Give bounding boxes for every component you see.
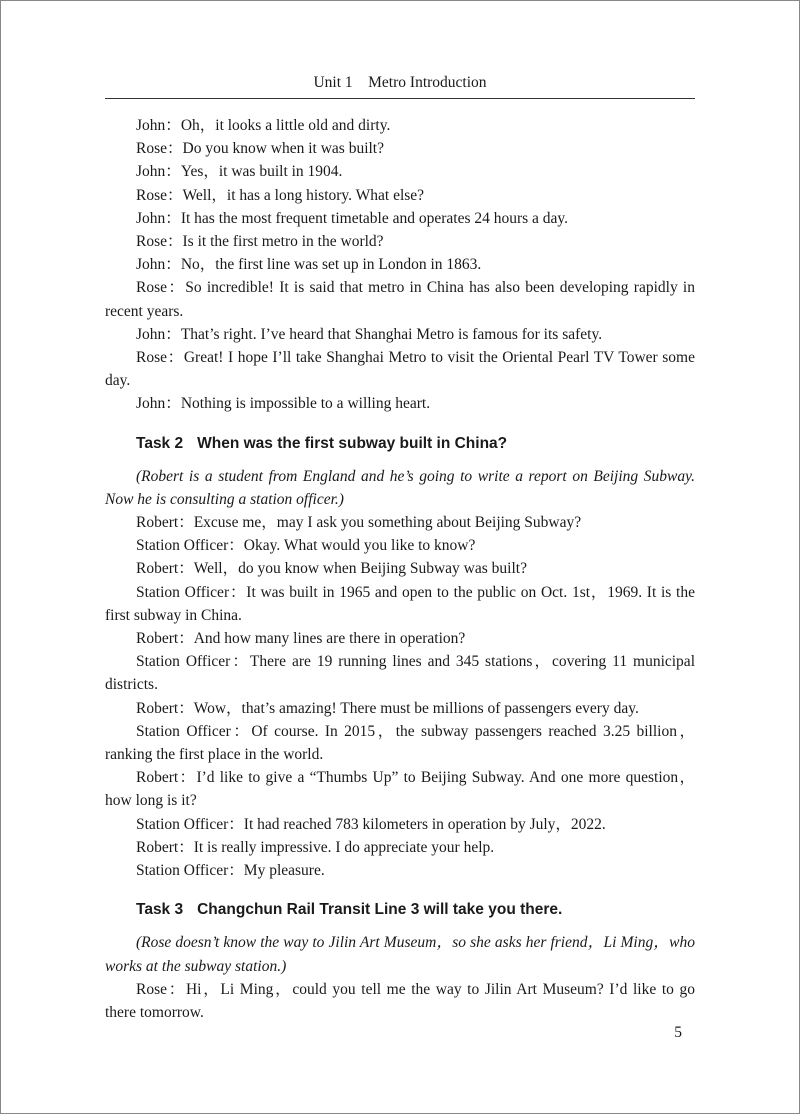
- dialogue-line: [105, 392, 695, 415]
- speaker: Rose ：: [136, 233, 183, 250]
- speaker: Robert ：: [136, 630, 194, 647]
- dialogue-line: [105, 137, 695, 160]
- dialogue-line: [105, 114, 695, 137]
- dialogue-line: [105, 207, 695, 230]
- speaker: Rose ：: [136, 187, 183, 204]
- utterance: And how many lines are there in operation?: [193, 630, 466, 648]
- dialogue-line: [105, 253, 695, 276]
- dialogue-line: [105, 836, 695, 859]
- utterance: Yes，it was built in 1904.: [180, 163, 343, 181]
- speaker: Robert ：: [136, 839, 194, 856]
- speaker: Station Officer ：: [136, 537, 244, 554]
- dialogue-line: [105, 230, 695, 253]
- utterance: Hi，Li Ming，could you tell me the way to Jilin Art Museum? I’d like to go there tomorrow.: [105, 980, 695, 1021]
- speaker: Rose ：: [136, 279, 185, 296]
- utterance: No，the first line was set up in London in 1863.: [180, 256, 482, 274]
- utterance: Okay. What would you like to know?: [243, 537, 476, 555]
- speaker: Rose ：: [136, 981, 186, 998]
- dialogue-line: [105, 346, 695, 392]
- dialogue-line: [105, 978, 695, 1024]
- utterance: I’d like to give a “Thumbs Up” to Beijing Subway. And one more question，how long is it?: [105, 769, 695, 810]
- utterance: Of course. In 2015，the subway passengers reached 3.25 billion，ranking the first place in the world.: [105, 722, 695, 764]
- dialogue-line: [105, 276, 695, 322]
- utterance: Nothing is impossible to a willing heart.: [180, 395, 431, 413]
- task-number: Task 2: [136, 434, 184, 452]
- utterance: Is it the first metro in the world?: [182, 233, 384, 251]
- speaker: John ：: [136, 163, 181, 180]
- speaker: Robert ：: [136, 560, 194, 577]
- dialogue-line: [105, 766, 695, 812]
- header-rule: [105, 98, 695, 99]
- dialogue-line: [105, 627, 695, 650]
- dialogue-line: [105, 859, 695, 882]
- speaker: John ：: [136, 326, 181, 343]
- utterance: Well，it has a long history. What else?: [182, 186, 425, 204]
- utterance: Great! I hope I’ll take Shanghai Metro to visit the Oriental Pearl TV Tower some day.: [105, 349, 695, 390]
- dialogue-line: [105, 184, 695, 207]
- utterance: Wow，that’s amazing! There must be millions of passengers every day.: [193, 699, 639, 717]
- task-3-heading: [136, 898, 695, 921]
- dialogue-line: [105, 697, 695, 720]
- speaker: Rose ：: [136, 349, 184, 366]
- dialogue-line: [105, 160, 695, 183]
- dialogue-line: [105, 534, 695, 557]
- speaker: Station Officer ：: [136, 723, 251, 740]
- speaker: Rose ：: [136, 140, 183, 157]
- utterance: Oh，it looks a little old and dirty.: [180, 117, 391, 134]
- speaker: Robert ：: [136, 514, 194, 531]
- dialogue-section-1: [105, 114, 695, 416]
- utterance: So incredible! It is said that metro in China has also been developing rapidly in recent years.: [105, 279, 695, 320]
- utterance: That’s right. I’ve heard that Shanghai Metro is famous for its safety.: [180, 325, 603, 343]
- task-2-heading: [136, 432, 695, 455]
- utterance: There are 19 running lines and 345 stations，covering 11 municipal districts.: [105, 653, 695, 694]
- utterance: Well，do you know when Beijing Subway was built?: [193, 560, 527, 578]
- utterance: Do you know when it was built?: [182, 140, 384, 158]
- utterance: It is really impressive. I do appreciate your help.: [193, 838, 495, 856]
- dialogue-line: [105, 581, 695, 627]
- page-content: [105, 114, 695, 1024]
- dialogue-line: [105, 650, 695, 696]
- dialogue-line: [105, 511, 695, 534]
- page-number: 5: [674, 1024, 682, 1041]
- speaker: Station Officer ：: [136, 862, 244, 879]
- task-number: Task 3: [136, 901, 184, 919]
- task-title: When was the first subway built in China?: [197, 434, 508, 452]
- dialogue-section-3: [105, 978, 695, 1024]
- dialogue-line: [105, 323, 695, 346]
- utterance: It has the most frequent timetable and operates 24 hours a day.: [180, 209, 569, 227]
- speaker: Station Officer ：: [136, 816, 244, 833]
- task-title: Changchun Rail Transit Line 3 will take you there.: [197, 901, 563, 919]
- dialogue-line: [105, 557, 695, 580]
- utterance: It had reached 783 kilometers in operation by July，2022.: [243, 815, 606, 833]
- speaker: Robert ：: [136, 769, 196, 786]
- stage-direction: (Robert is a student from England and he’s going to write a report on Beijing Subway. Now he is consulting a station officer.): [105, 467, 695, 508]
- utterance: Excuse me，may I ask you something about Beijing Subway?: [193, 514, 582, 532]
- stage-direction: (Rose doesn’t know the way to Jilin Art Museum，so she asks her friend，Li Ming，who works at the subway station.): [105, 934, 695, 975]
- speaker: John ：: [136, 210, 181, 227]
- speaker: Station Officer ：: [136, 653, 250, 670]
- speaker: Robert ：: [136, 700, 194, 717]
- speaker: Station Officer ：: [136, 584, 246, 601]
- speaker: John ：: [136, 395, 181, 412]
- dialogue-section-2: [105, 511, 695, 882]
- dialogue-line: [105, 720, 695, 766]
- utterance: It was built in 1965 and open to the public on Oct. 1st，1969. It is the first subway in China.: [105, 583, 695, 624]
- running-header: Unit 1 Metro Introduction: [313, 74, 487, 91]
- dialogue-line: [105, 813, 695, 836]
- speaker: John ：: [136, 117, 181, 134]
- speaker: John ：: [136, 256, 181, 273]
- utterance: My pleasure.: [243, 862, 325, 880]
